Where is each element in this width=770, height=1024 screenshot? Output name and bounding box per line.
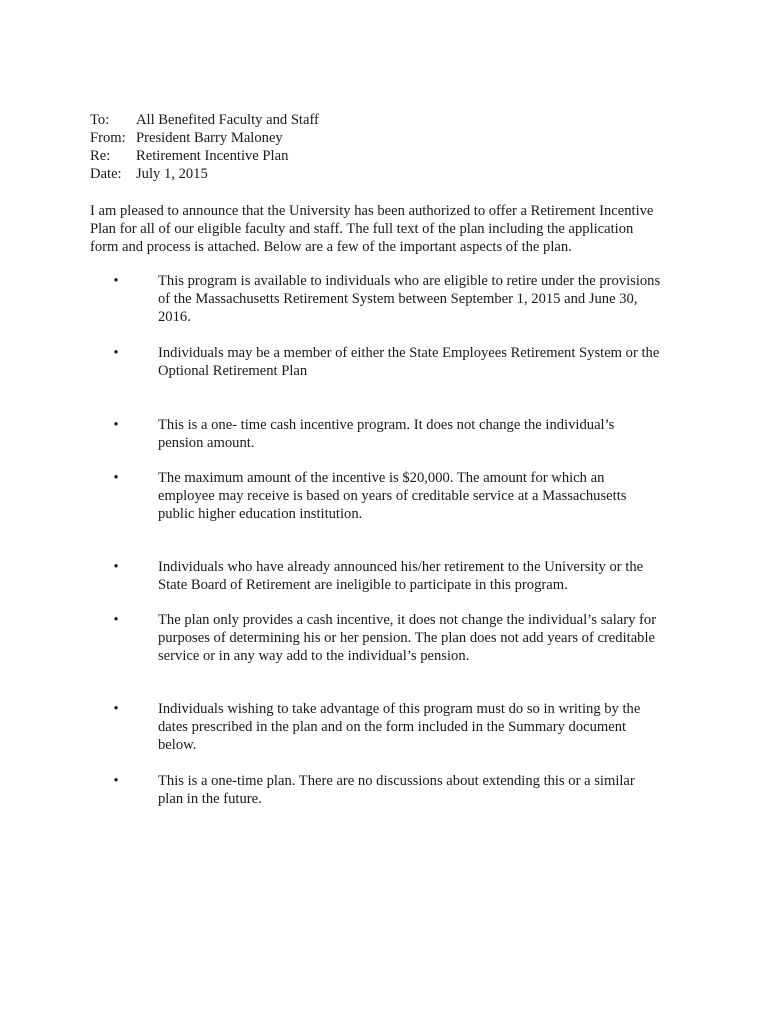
- bullet-icon: •: [113, 273, 119, 289]
- header-row-re: [90, 147, 319, 165]
- bullet-line: purposes of determining his or her pension. The plan does not add years of creditable: [158, 630, 655, 646]
- bullet-text: [158, 700, 688, 754]
- header-row-from: [90, 129, 319, 147]
- bullet-line: employee may receive is based on years of creditable service at a Massachusetts: [158, 488, 627, 504]
- date-value: July 1, 2015: [136, 166, 208, 182]
- bullet-icon: •: [113, 701, 119, 717]
- bullet-line: pension amount.: [158, 435, 255, 451]
- intro-line: form and process is attached. Below are a few of the important aspects of the plan.: [90, 239, 572, 255]
- bullet-icon: •: [113, 559, 119, 575]
- bullet-line: plan in the future.: [158, 791, 262, 807]
- intro-line: Plan for all of our eligible faculty and staff. The full text of the plan including the application: [90, 221, 634, 237]
- bullet-icon: •: [113, 417, 119, 433]
- bullet-line: The maximum amount of the incentive is $20,000. The amount for which an: [158, 470, 605, 486]
- intro-paragraph: [90, 202, 690, 256]
- bullet-line: dates prescribed in the plan and on the form included in the Summary document: [158, 719, 627, 735]
- intro-line: I am pleased to announce that the University has been authorized to offer a Retirement Incentive: [90, 203, 654, 219]
- bullet-text: [158, 469, 688, 523]
- bullet-text: [158, 558, 688, 594]
- bullet-icon: •: [113, 773, 119, 789]
- bullet-line: public higher education institution.: [158, 506, 363, 522]
- bullet-line: 2016.: [158, 309, 191, 325]
- bullet-line: This is a one- time cash incentive program. It does not change the individual’s: [158, 417, 615, 433]
- bullet-line: This is a one-time plan. There are no discussions about extending this or a similar: [158, 773, 635, 789]
- re-label: Re:: [90, 148, 111, 164]
- to-label: To:: [90, 112, 110, 128]
- from-label: From:: [90, 130, 126, 146]
- bullet-text: [158, 416, 688, 452]
- bullet-text: [158, 272, 688, 326]
- bullet-line: The plan only provides a cash incentive, it does not change the individual’s salary for: [158, 612, 657, 628]
- bullet-text: [158, 611, 688, 665]
- date-label: Date:: [90, 166, 122, 182]
- header-row-date: [90, 165, 319, 183]
- from-value: President Barry Maloney: [136, 130, 283, 146]
- to-value: All Benefited Faculty and Staff: [136, 112, 319, 128]
- header-row-to: [90, 111, 319, 129]
- bullet-text: [158, 344, 688, 380]
- re-value: Retirement Incentive Plan: [136, 148, 289, 164]
- bullet-line: of the Massachusetts Retirement System between September 1, 2015 and June 30,: [158, 291, 638, 307]
- bullet-text: [158, 772, 688, 808]
- bullet-line: This program is available to individuals who are eligible to retire under the provisions: [158, 273, 661, 289]
- bullet-line: Individuals who have already announced his/her retirement to the University or the: [158, 559, 644, 575]
- bullet-icon: •: [113, 612, 119, 628]
- bullet-line: service or in any way add to the individual’s pension.: [158, 648, 470, 664]
- memo-header: [90, 111, 319, 183]
- bullet-line: below.: [158, 737, 197, 753]
- bullet-line: Individuals may be a member of either the State Employees Retirement System or the: [158, 345, 660, 361]
- bullet-icon: •: [113, 345, 119, 361]
- bullet-icon: •: [113, 470, 119, 486]
- bullet-line: State Board of Retirement are ineligible to participate in this program.: [158, 577, 568, 593]
- bullet-line: Optional Retirement Plan: [158, 363, 308, 379]
- bullet-line: Individuals wishing to take advantage of this program must do so in writing by the: [158, 701, 641, 717]
